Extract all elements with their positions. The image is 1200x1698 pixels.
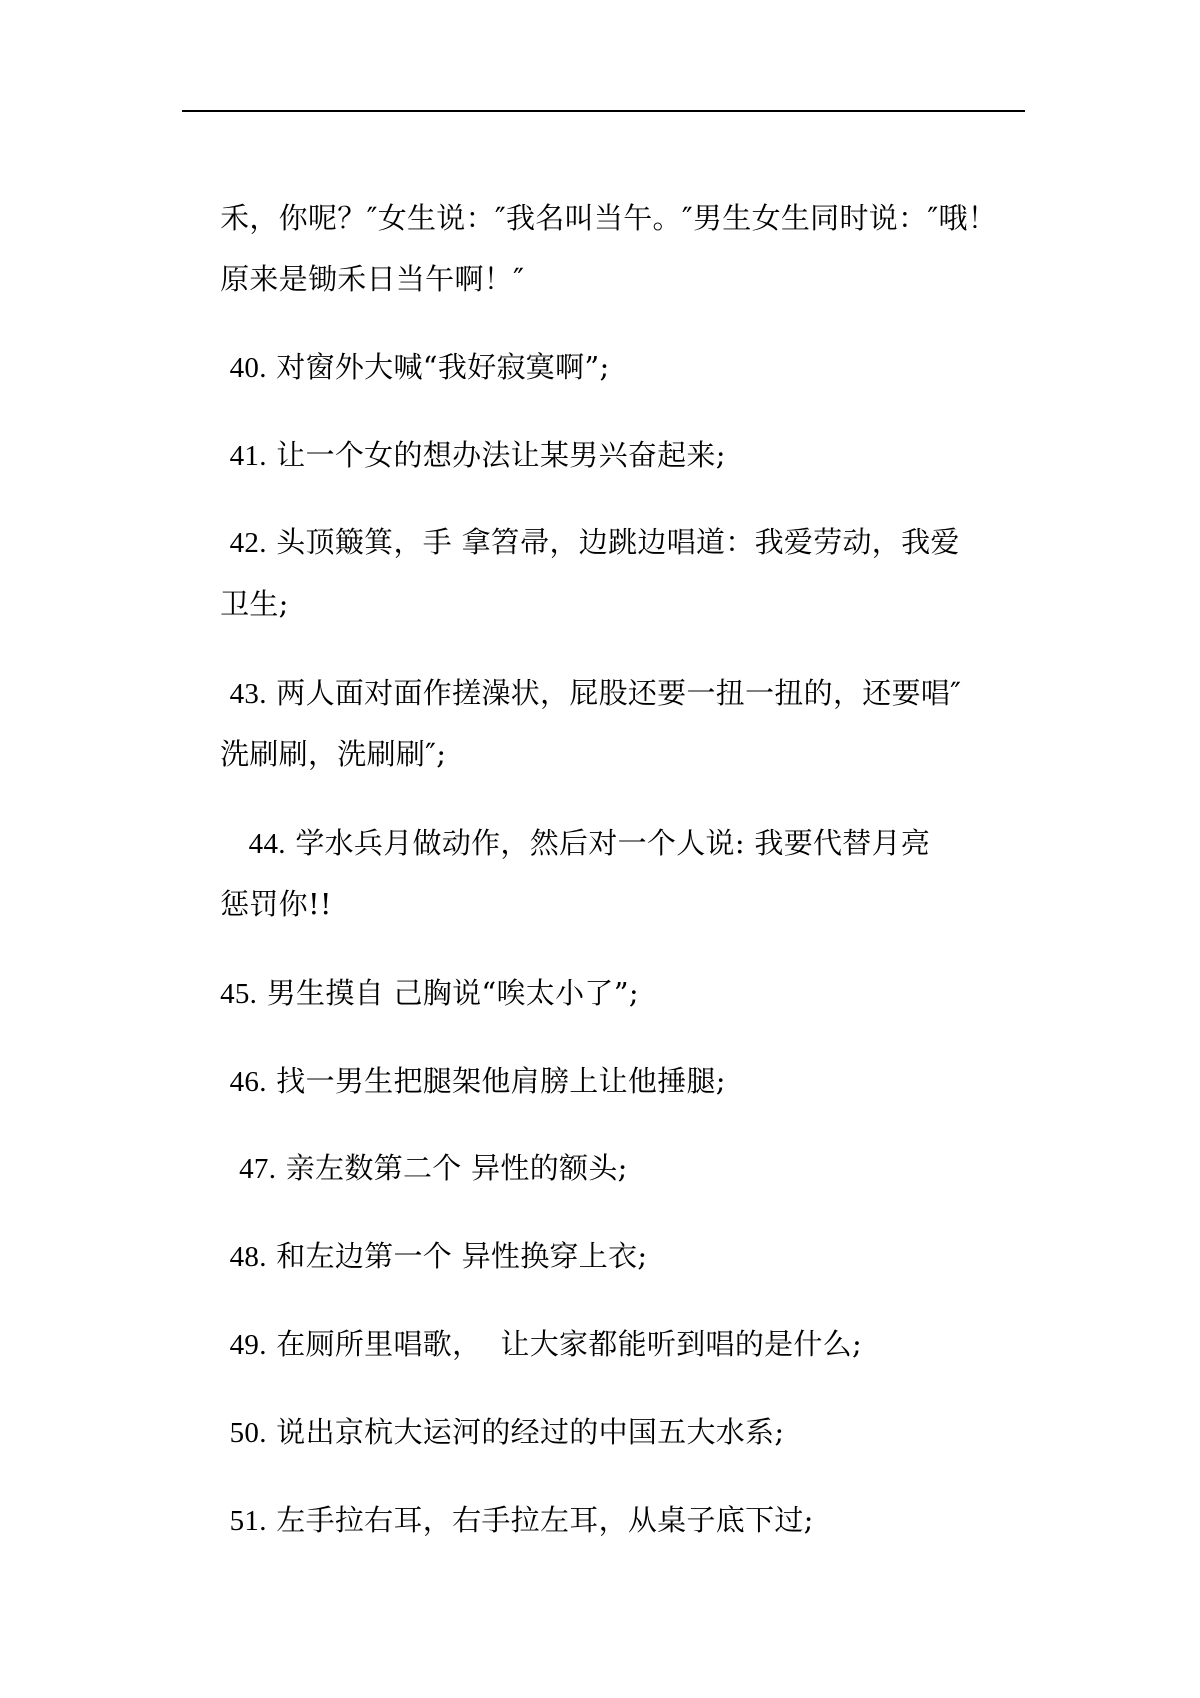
item-number: 50. [229,1417,267,1449]
text-line [182,158,1042,235]
item-number: 49. [229,1329,267,1361]
header-rule [182,110,1025,112]
list-item [182,1284,1042,1361]
list-item [182,1108,1042,1185]
line-text: 洗刷刷，洗刷刷″; [220,737,447,771]
text-line [182,694,1042,771]
item-text: 在厕所里唱歌， 让大家都能听到唱的是什么; [266,1327,863,1361]
list-item [182,482,1042,559]
list-item [182,783,1042,860]
item-number: 41. [229,440,267,472]
list-item [182,1372,1042,1449]
item-text: 和左边第一个 异性换穿上衣; [266,1239,648,1273]
item-text: 头顶簸箕，手 拿笤帚，边跳边唱道：我爱劳动，我爱 [266,525,960,559]
list-item [182,933,1042,1010]
text-line [182,844,1042,921]
item-number: 45. [220,978,258,1010]
list-item [182,1460,1042,1537]
item-text: 让一个女的想办法让某男兴奋起来; [266,438,726,472]
item-number: 47. [239,1153,277,1185]
item-text: 学水兵月做动作，然后对一个人说: 我要代替月亮 [285,826,931,860]
item-number: 46. [229,1066,267,1098]
item-text: 对窗外大喊“我好寂寞啊”; [266,350,610,384]
item-number: 44. [248,828,286,860]
item-text: 两人面对面作搓澡状，屁股还要一扭一扭的，还要唱″ [266,676,962,710]
item-number: 42. [229,527,267,559]
item-number: 43. [229,678,267,710]
item-number: 48. [229,1241,267,1273]
list-item [182,1196,1042,1273]
item-text: 左手拉右耳，右手拉左耳，从桌子底下过; [266,1503,814,1537]
line-text: 卫生; [220,587,289,621]
item-text: 男生摸自 己胸说“唉太小了”; [257,976,639,1010]
text-line [182,219,1042,296]
item-text: 找一男生把腿架他肩膀上让他捶腿; [266,1064,726,1098]
text-line [182,544,1042,621]
line-text: 原来是锄禾日当午啊！″ [220,262,525,296]
list-item [182,307,1042,384]
line-text: 禾，你呢？″女生说：″我名叫当午。″男生女生同时说：″哦！ [220,201,998,235]
line-text: 惩罚你!! [220,887,332,921]
list-item [182,1021,1042,1098]
item-number: 51. [229,1505,267,1537]
list-item [182,395,1042,472]
item-text: 说出京杭大运河的经过的中国五大水系; [266,1415,785,1449]
item-text: 亲左数第二个 异性的额头; [276,1151,628,1185]
item-number: 40. [229,352,267,384]
list-item [182,633,1042,710]
